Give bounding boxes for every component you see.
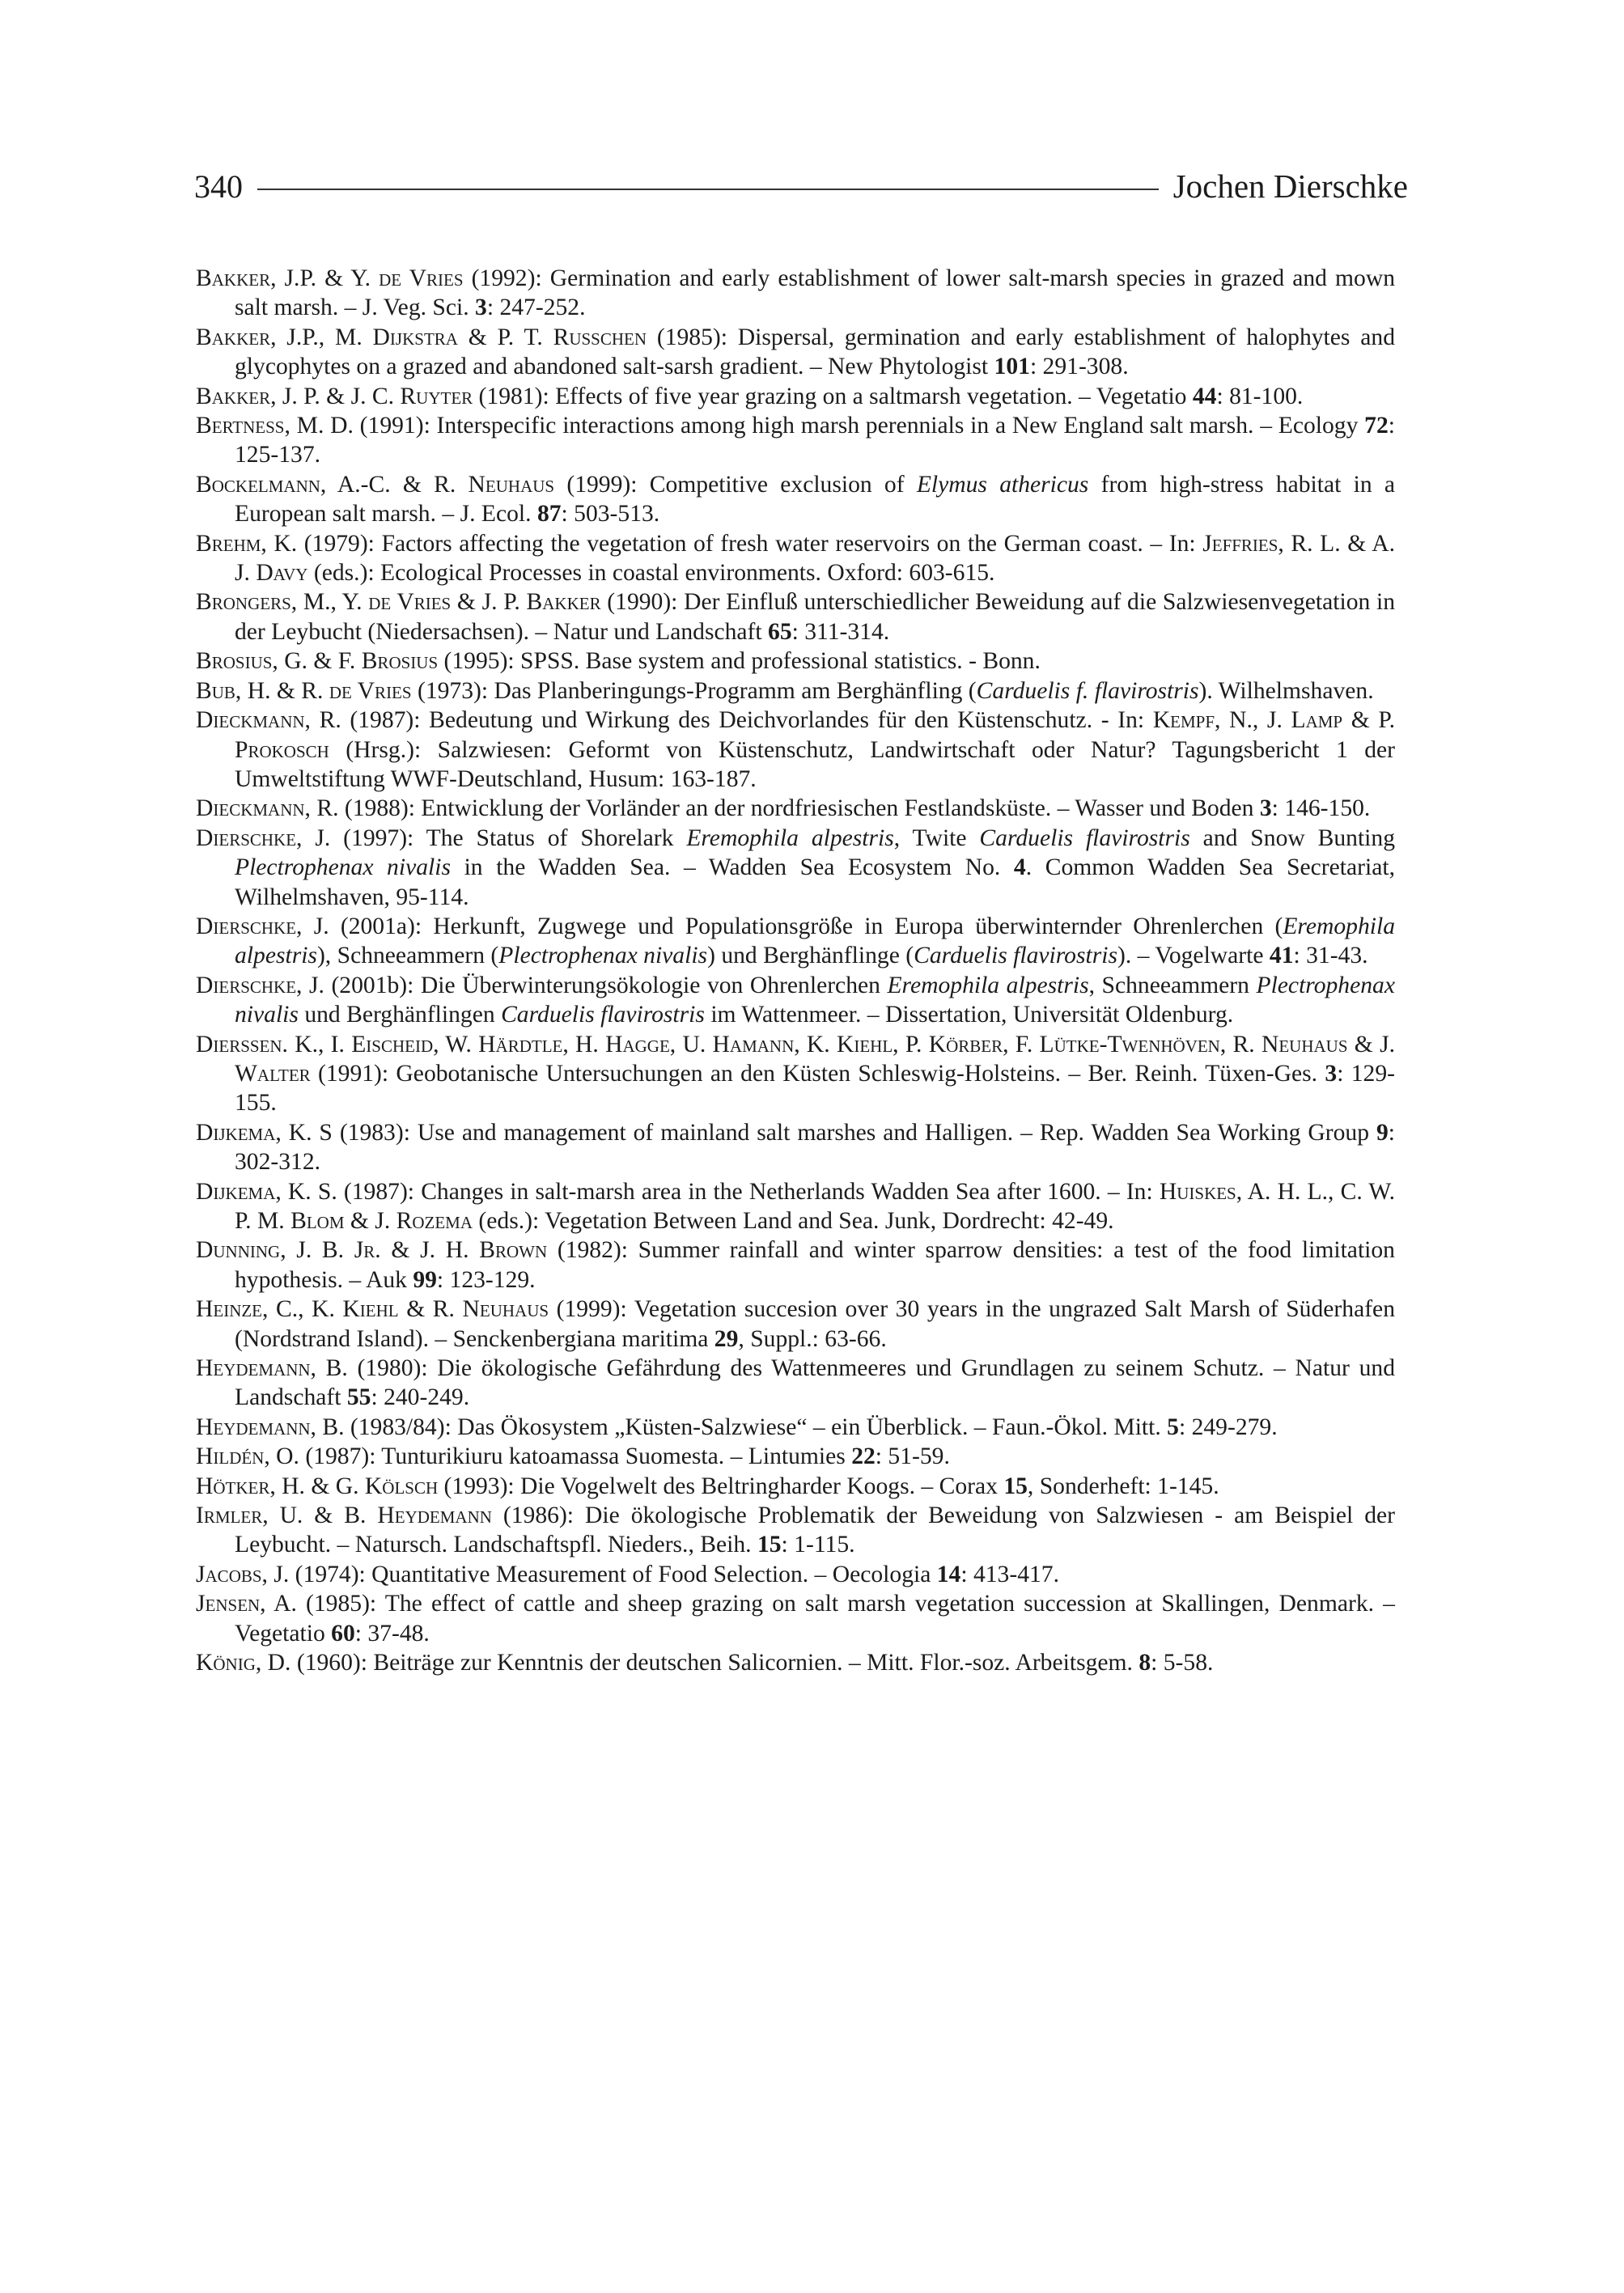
reference-italic: Carduelis flavirostris: [501, 1002, 705, 1028]
reference-text: (1995): SPSS. Base system and professional statistics. - Bonn.: [438, 648, 1041, 675]
reference-volume: 14: [936, 1561, 961, 1587]
reference-authors: Dijkema, K. S.: [196, 1178, 337, 1205]
reference-text: : 249-279.: [1178, 1414, 1278, 1440]
reference-entry: [196, 382, 1395, 411]
reference-text: (1983): Use and management of mainland salt marshes and Halligen. – Rep. Wadden Sea Working Group: [332, 1119, 1376, 1146]
reference-entry: [196, 1501, 1395, 1560]
page-number: 340: [194, 167, 243, 205]
reference-text: : 31-43.: [1293, 943, 1368, 969]
reference-authors: Dierschke, J.: [196, 972, 324, 998]
reference-text: : 81-100.: [1216, 383, 1304, 409]
reference-entry: [196, 1589, 1395, 1648]
reference-text: (1999): Competitive exclusion of: [554, 471, 917, 498]
reference-text: (1980): Die ökologische Gefährdung des Wattenmeeres und Grundlagen zu seinem Schutz. – Natur und Landschaft: [235, 1355, 1396, 1411]
reference-text: (1992): Germination and early establishment of lower salt-marsh species in grazed and mown salt marsh. – J. Veg. Sci.: [235, 265, 1395, 321]
reference-text: ). Wilhelmshaven.: [1198, 677, 1374, 704]
reference-entry: [196, 529, 1395, 588]
reference-italic: Plectrophenax nivalis: [235, 854, 451, 881]
reference-text: , Schneeammern: [1088, 972, 1257, 998]
reference-text: (1979): Factors affecting the vegetation of fresh water reservoirs on the German coast. – In:: [297, 530, 1203, 557]
reference-italic: Eremophila alpestris: [686, 824, 894, 851]
reference-authors: Hildén, O.: [196, 1443, 299, 1470]
reference-entry: [196, 264, 1395, 323]
reference-entry: [196, 646, 1395, 676]
reference-text: : 129-155.: [235, 1060, 1395, 1117]
reference-authors: Huiskes, A. H. L., C. W. P. M. Blom & J. Rozema: [235, 1178, 1395, 1234]
reference-entry: [196, 1413, 1395, 1442]
reference-authors: Bertness, M. D.: [196, 413, 354, 439]
reference-text: (Hrsg.): Salzwiesen: Geformt von Küstenschutz, Landwirtschaft oder Natur? Tagungsbericht 1 der Umweltstiftung WWF-Deutschland, Husum: 163-187.: [235, 736, 1395, 792]
reference-entry: [196, 411, 1395, 470]
reference-italic: Carduelis flavirostris: [914, 943, 1117, 969]
reference-entry: [196, 1354, 1395, 1413]
reference-volume: 8: [1138, 1650, 1151, 1676]
reference-text: (1974): Quantitative Measurement of Food Selection. – Oecologia: [289, 1561, 937, 1587]
reference-entry: [196, 1648, 1395, 1677]
reference-authors: Jensen, A.: [196, 1591, 297, 1617]
reference-text: im Wattenmeer. – Dissertation, Universität Oldenburg.: [704, 1002, 1234, 1028]
reference-text: : 1-115.: [781, 1532, 855, 1558]
reference-entry: [196, 824, 1395, 912]
running-head: Jochen Dierschke: [1172, 167, 1408, 205]
header-rule: [257, 189, 1159, 190]
reference-text: (1981): Effects of five year grazing on a saltmarsh vegetation. – Vegetatio: [473, 383, 1193, 409]
reference-text: (1973): Das Planberingungs-Programm am Berghänfling (: [411, 677, 977, 704]
reference-entry: [196, 794, 1395, 823]
reference-text: : 125-137.: [235, 413, 1395, 468]
reference-text: : 302-312.: [235, 1119, 1395, 1176]
reference-text: (1960): Beiträge zur Kenntnis der deutschen Salicornien. – Mitt. Flor.-soz. Arbeitsgem.: [290, 1650, 1139, 1676]
reference-text: (1985): Dispersal, germination and early establishment of halophytes and glycophytes on a grazed and abandoned salt-sarsh gradient. – New Phytologist: [235, 324, 1395, 380]
reference-authors: Bakker, J.P. & Y. de Vries: [196, 265, 464, 291]
reference-authors: Dierschke, J.: [196, 824, 331, 851]
reference-text: , Sonderheft: 1-145.: [1027, 1473, 1219, 1499]
reference-authors: Dierschke, J.: [196, 913, 329, 939]
reference-entry: [196, 1295, 1395, 1354]
reference-volume: 4: [1013, 854, 1026, 881]
reference-authors: Bub, H. & R. de Vries: [196, 677, 412, 704]
reference-entry: [196, 1472, 1395, 1501]
reference-text: , Twite: [893, 824, 980, 851]
reference-entry: [196, 1118, 1395, 1177]
reference-authors: Hötker, H. & G. Kölsch: [196, 1473, 439, 1499]
reference-text: (1983/84): Das Ökosystem „Küsten-Salzwiese“ – ein Überblick. – Faun.-Ökol. Mitt.: [344, 1414, 1168, 1440]
reference-volume: 72: [1364, 413, 1389, 439]
reference-volume: 29: [714, 1325, 739, 1352]
reference-text: und Berghänflingen: [298, 1002, 502, 1028]
reference-entry: [196, 912, 1395, 971]
reference-authors: Dieckmann, R.: [196, 707, 341, 734]
reference-authors: Heinze, C., K. Kiehl & R. Neuhaus: [196, 1296, 549, 1323]
reference-volume: 101: [994, 354, 1030, 380]
running-header: [194, 162, 1408, 210]
reference-text: (eds.): Ecological Processes in coastal environments. Oxford: 603-615.: [307, 560, 995, 587]
reference-italic: Eremophila alpestris: [235, 913, 1395, 969]
reference-authors: Dieckmann, R.: [196, 795, 339, 822]
reference-italic: Eremophila alpestris: [887, 972, 1089, 998]
reference-entry: [196, 971, 1395, 1030]
reference-text: (2001b): Die Überwinterungsökologie von Ohrenlerchen: [324, 972, 888, 998]
reference-text: : 247-252.: [486, 295, 586, 321]
reference-volume: 87: [536, 501, 562, 528]
reference-authors: Brosius, G. & F. Brosius: [196, 648, 439, 675]
reference-text: (1982): Summer rainfall and winter sparrow densities: a test of the food limitation hypothesis. – Auk: [235, 1237, 1395, 1293]
reference-authors: Brehm, K.: [196, 530, 298, 557]
reference-volume: 44: [1192, 383, 1217, 409]
reference-text: : 5-58.: [1151, 1650, 1214, 1676]
reference-entry: [196, 323, 1395, 382]
reference-authors: Heydemann, B.: [196, 1414, 345, 1440]
reference-authors: Bockelmann, A.-C. & R. Neuhaus: [196, 471, 555, 498]
reference-authors: König, D.: [196, 1650, 291, 1676]
reference-text: : 413-417.: [960, 1561, 1059, 1587]
reference-text: , Suppl.: 63-66.: [738, 1325, 887, 1352]
reference-entry: [196, 706, 1395, 794]
reference-volume: 55: [346, 1384, 371, 1411]
reference-authors: Dijkema, K. S: [196, 1119, 333, 1146]
reference-entry: [196, 676, 1395, 706]
reference-text: : 37-48.: [354, 1620, 430, 1647]
reference-authors: Irmler, U. & B. Heydemann: [196, 1503, 492, 1529]
reference-text: (1990): Der Einfluß unterschiedlicher Beweidung auf die Salzwiesenvegetation in der Leybucht (Niedersachsen). – Natur und Landschaft: [235, 589, 1395, 645]
reference-authors: Bakker, J. P. & J. C. Ruyter: [196, 383, 473, 409]
reference-text: (1991): Interspecific interactions among high marsh perennials in a New England salt marsh. – Ecology: [353, 413, 1365, 439]
reference-text: (2001a): Herkunft, Zugwege und Populationsgröße in Europa überwinternder Ohrenlerchen (: [329, 913, 1283, 939]
reference-text: ). – Vogelwarte: [1117, 943, 1270, 969]
reference-authors: Jeffries, R. L. & A. J. Davy: [235, 530, 1395, 587]
reference-authors: Brongers, M., Y. de Vries & J. P. Bakker: [196, 589, 601, 616]
reference-volume: 15: [1003, 1473, 1028, 1499]
reference-volume: 60: [331, 1620, 355, 1647]
reference-text: (1993): Die Vogelwelt des Beltringharder Koogs. – Corax: [438, 1473, 1004, 1499]
reference-volume: 3: [475, 295, 487, 321]
reference-text: (1999): Vegetation succesion over 30 years in the ungrazed Salt Marsh of Süderhafen (Nordstrand Island). – Senckenbergiana maritima: [235, 1296, 1395, 1352]
reference-list: [196, 264, 1395, 1678]
reference-text: ) und Berghänflinge (: [707, 943, 914, 969]
reference-text: (1986): Die ökologische Problematik der Beweidung von Salzwiesen - am Beispiel der Leybucht. – Natursch. Landschaftspfl. Nieders., Beih.: [235, 1503, 1395, 1558]
reference-volume: 9: [1376, 1119, 1389, 1146]
reference-text: : 240-249.: [371, 1384, 470, 1411]
reference-entry: [196, 587, 1395, 646]
reference-text: . Common Wadden Sea Secretariat, Wilhelmshaven, 95-114.: [235, 854, 1395, 910]
reference-text: : 146-150.: [1271, 795, 1371, 822]
reference-italic: Plectrophenax nivalis: [498, 943, 708, 969]
reference-entry: [196, 1030, 1395, 1118]
reference-text: : 291-308.: [1029, 354, 1129, 380]
reference-text: : 311-314.: [791, 618, 890, 645]
reference-entry: [196, 1177, 1395, 1236]
reference-text: from high-stress habitat in a European salt marsh. – J. Ecol.: [235, 471, 1395, 528]
reference-text: (1997): The Status of Shorelark: [330, 824, 687, 851]
reference-entry: [196, 1442, 1395, 1471]
reference-volume: 5: [1167, 1414, 1179, 1440]
reference-authors: Bakker, J.P., M. Dijkstra & P. T. Russchen: [196, 324, 647, 350]
reference-authors: Kempf, N., J. Lamp & P. Prokosch: [235, 707, 1396, 763]
reference-text: (eds.): Vegetation Between Land and Sea. Junk, Dordrecht: 42-49.: [473, 1208, 1114, 1234]
reference-authors: Jacobs, J.: [196, 1561, 290, 1587]
reference-volume: 41: [1269, 943, 1294, 969]
reference-text: (1987): Changes in salt-marsh area in the Netherlands Wadden Sea after 1600. – In:: [337, 1178, 1160, 1205]
reference-italic: Carduelis f. flavirostris: [976, 677, 1199, 704]
reference-volume: 22: [851, 1443, 876, 1470]
reference-text: (1987): Tunturikiuru katoamassa Suomesta. – Lintumies: [299, 1443, 852, 1470]
reference-text: : 503-513.: [561, 501, 660, 528]
reference-italic: Elymus athericus: [916, 471, 1089, 498]
reference-authors: Heydemann, B.: [196, 1355, 348, 1382]
reference-italic: Carduelis flavirostris: [979, 824, 1190, 851]
reference-entry: [196, 1236, 1395, 1295]
reference-text: (1991): Geobotanische Untersuchungen an den Küsten Schleswig-Holsteins. – Ber. Reinh. Tüxen-Ges.: [310, 1060, 1325, 1087]
reference-volume: 3: [1325, 1060, 1338, 1087]
reference-text: : 123-129.: [436, 1266, 536, 1293]
reference-text: : 51-59.: [875, 1443, 950, 1470]
reference-volume: 15: [757, 1532, 782, 1558]
reference-authors: Dierßen. K., I. Eischeid, W. Härdtle, H. Hagge, U. Hamann, K. Kiehl, P. Körber, F. Lütke-Twenhöven, R. Neuhaus & J. Walter: [196, 1031, 1395, 1087]
reference-text: (1985): The effect of cattle and sheep grazing on salt marsh vegetation succession at Skallingen, Denmark. – Vegetatio: [235, 1591, 1395, 1647]
reference-text: (1987): Bedeutung und Wirkung des Deichvorlandes für den Küstenschutz. - In:: [341, 707, 1153, 734]
reference-entry: [196, 470, 1395, 529]
reference-volume: 3: [1259, 795, 1272, 822]
reference-volume: 99: [413, 1266, 437, 1293]
reference-entry: [196, 1560, 1395, 1589]
reference-text: ), Schneeammern (: [316, 943, 499, 969]
reference-italic: Plectrophenax nivalis: [235, 972, 1395, 1028]
reference-volume: 65: [768, 618, 792, 645]
reference-text: in the Wadden Sea. – Wadden Sea Ecosystem No.: [450, 854, 1014, 881]
reference-text: (1988): Entwicklung der Vorländer an der nordfriesischen Festlandsküste. – Wasser und Boden: [338, 795, 1260, 822]
reference-text: and Snow Bunting: [1189, 824, 1395, 851]
reference-authors: Dunning, J. B. Jr. & J. H. Brown: [196, 1237, 548, 1264]
